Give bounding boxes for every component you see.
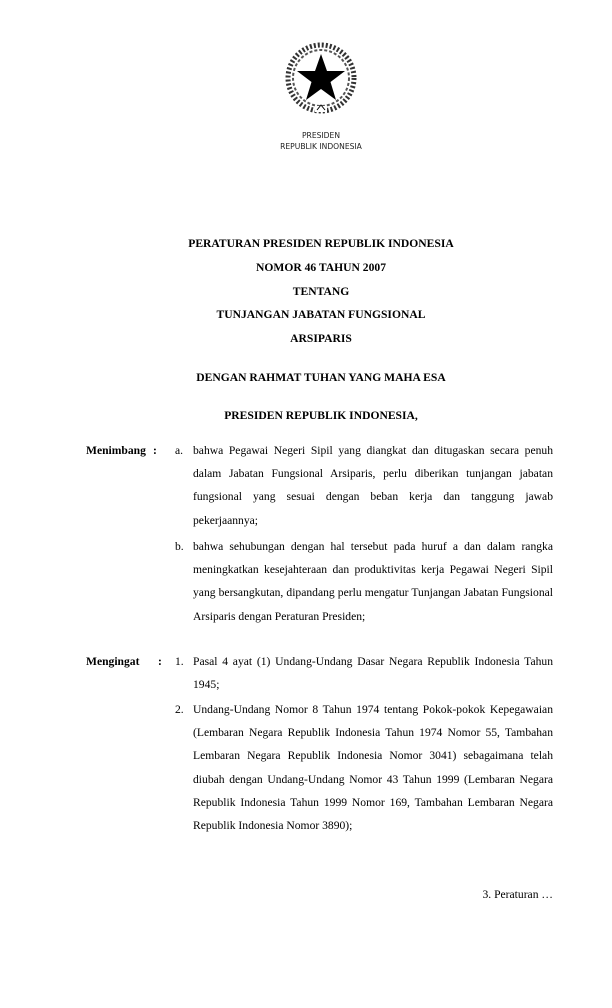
garuda-star-emblem-icon xyxy=(283,40,359,116)
regulation-title: PERATURAN PRESIDEN REPUBLIK INDONESIA xyxy=(188,237,454,250)
regulation-subject-2: ARSIPARIS xyxy=(290,332,352,345)
regulation-tentang: TENTANG xyxy=(292,285,350,298)
issuer: PRESIDEN REPUBLIK INDONESIA, xyxy=(224,409,418,422)
item-marker: b. xyxy=(175,540,184,553)
menimbang-item-b xyxy=(175,535,553,628)
invocation: DENGAN RAHMAT TUHAN YANG MAHA ESA xyxy=(196,371,446,384)
regulation-subject: TUNJANGAN JABATAN FUNGSIONAL xyxy=(216,308,426,321)
item-text: bahwa Pegawai Negeri Sipil yang diangkat dan ditugaskan secara penuh dalam Jabatan Fungsional Arsiparis, perlu diberikan tunjangan jabatan fungsional yang sesuai dengan beban kerja dan tanggung jawab pekerjaannya; xyxy=(193,444,553,527)
regulation-number: NOMOR 46 TAHUN 2007 xyxy=(256,261,386,274)
menimbang-colon: : xyxy=(153,444,157,457)
mengingat-item-1 xyxy=(175,650,553,696)
item-marker: 2. xyxy=(175,703,184,716)
item-text: Pasal 4 ayat (1) Undang-Undang Dasar Negara Republik Indonesia Tahun 1945; xyxy=(193,655,553,692)
mengingat-label: Mengingat xyxy=(86,655,140,668)
header-republik-indonesia: REPUBLIK INDONESIA xyxy=(280,142,362,151)
mengingat-item-2 xyxy=(175,698,553,837)
mengingat-colon: : xyxy=(158,655,162,668)
item-text: bahwa sehubungan dengan hal tersebut pada huruf a dan dalam rangka meningkatkan kesejahteraan dan produktivitas kerja Pegawai Negeri Sipil yang bersangkutan, dipandang perlu mengatur Tunjangan Jabatan Fungsional Arsiparis dengan Peraturan Presiden; xyxy=(193,540,553,623)
page-continuation: 3. Peraturan … xyxy=(482,888,553,901)
menimbang-label: Menimbang xyxy=(86,444,146,457)
item-marker: 1. xyxy=(175,655,184,668)
header-presiden: PRESIDEN xyxy=(301,131,341,140)
menimbang-item-a xyxy=(175,439,553,532)
item-text: Undang-Undang Nomor 8 Tahun 1974 tentang Pokok-pokok Kepegawaian (Lembaran Negara Republik Indonesia Tahun 1974 Nomor 55, Tambahan Lembaran Negara Republik Indonesia Nomor 3041) sebagaimana telah diubah dengan Undang-Undang Nomor 43 Tahun 1999 (Lembaran Negara Republik Indonesia Tahun 1999 Nomor 169, Tambahan Lembaran Negara Republik Indonesia Nomor 3890); xyxy=(193,703,553,833)
item-marker: a. xyxy=(175,444,184,457)
